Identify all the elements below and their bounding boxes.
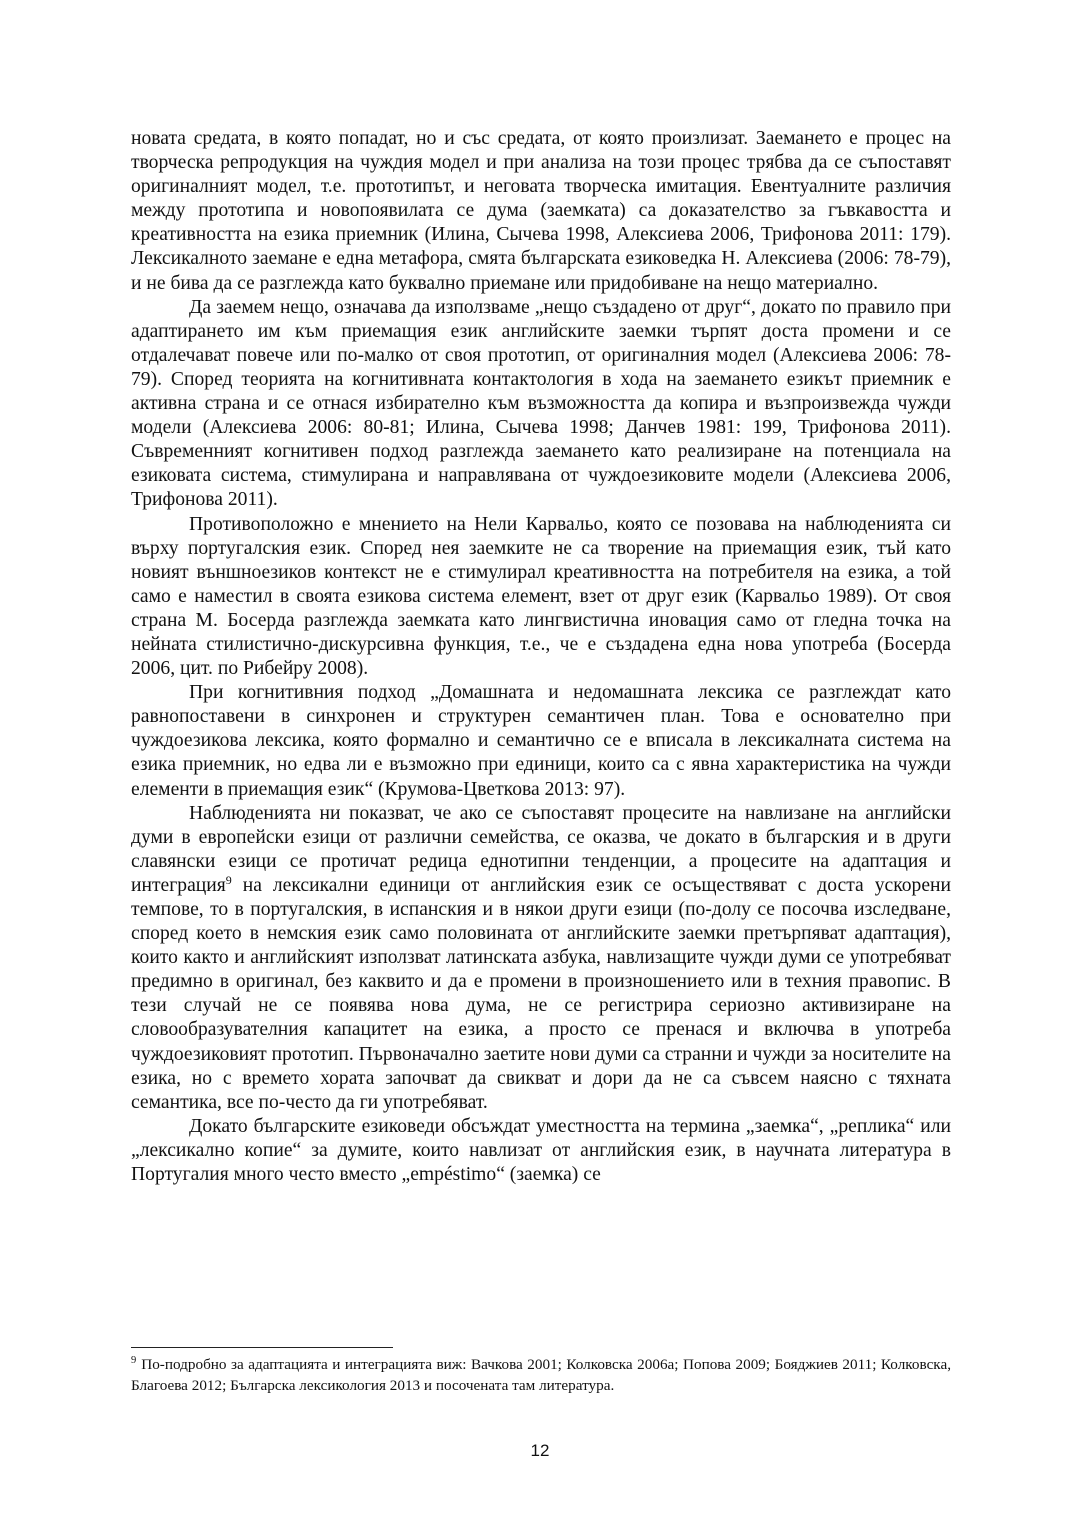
paragraph-5	[131, 802, 951, 1115]
paragraph-6: Докато българските езиковеди обсъждат уместността на термина „заемка“, „реплика“ или „лексикално копие“ за думите, които навлизат от английския език, в научната литература в Португалия много често вместо „empéstimo“ (заемка) се	[131, 1115, 951, 1186]
page-number: 12	[530, 1441, 550, 1460]
paragraph-4: При когнитивния подход „Домашната и недомашната лексика се разглеждат като равнопоставени в синхронен и структурен семантичен план. Това е основателно при чуждоезикова лексика, която формално и семантично се е вписала в лексикалната система на езика приемник, но едва ли е възможно при единици, които са с явна характеристика на чужди елементи в приемащия език“ (Крумова-Цветкова 2013: 97).	[131, 682, 951, 800]
footnote	[131, 1354, 951, 1396]
footnote-mark: 9	[131, 1355, 137, 1366]
footnote-reference[interactable]: 9	[225, 872, 232, 887]
paragraph-5-text-after: на лексикални единици от английския език се осъществяват с доста ускорени темпове, то в португалския, в испанския и в някои други езици (по-долу се посочва изследване, според което в немския език само половината от английските заемки претърпяват адаптация), които както и английският използват латинската азбука, навлизащите чужди думи се употребяват предимно в оригинал, без каквито и да е промени в произношението или в техния правопис. В тези случай не се появява нова дума, не се регистрира сериозно активизиране на словообразувателния капацитет на езика, а просто се пренася и включва в употреба чуждоезиковият прототип. Първоначално заетите нови думи са странни и чужди за носителите на езика, но с времето хората започват да свикват и дори да не са съвсем наясно с тяхната семантика, все по-често да ги употребяват.	[131, 874, 951, 1113]
paragraph-5-text-before: Наблюденията ни показват, че ако се съпоставят процесите на навлизане на английски думи в европейски езици от различни семейства, се оказва, че докато в българския и в други славянски езици се протичат редица еднотипни тенденции, а процесите на адаптация и интеграция	[131, 802, 951, 896]
paragraph-2: Да заемем нещо, означава да използваме „нещо създадено от друг“, докато по правило при адаптирането им към приемащия език английските заемки търпят доста промени и се отдалечават повече или по-малко от своя прототип, от оригиналния модел (Алексиева 2006: 78-79). Според теорията на когнитивната контактология в хода на заемането езикът приемник е активна страна и се отнася избирателно към възможността да копира и възпроизвежда чужди модели (Алексиева 2006: 80-81; Илина, Сычева 1998; Данчев 1981: 199, Трифонова 2011). Съвременният когнитивен подход разглежда заемането като реализиране на потенциала на езиковата система, стимулирана и направлявана от чуждоезиковите модели (Алексиева 2006, Трифонова 2011).	[131, 296, 951, 511]
footnote-text: По-подробно за адаптацията и интеграцията виж: Вачкова 2001; Колковска 2006а; Попова 2009; Бояджиев 2011; Колковска, Благоева 2012; Българска лексикология 2013 и посочената там литература.	[131, 1356, 951, 1394]
body-text	[131, 127, 951, 1187]
paragraph-3: Противоположно е мнението на Нели Карвальо, която се позовава на наблюденията си върху португалския език. Според нея заемките не са творение на приемащия език, тъй като новият външноезиков контекст не е стимулирал креативността на потребителя на езика, а той само е наместил в своята езикова система елемент, взет от друг език (Карвальо 1989). От своя страна М. Босерда разглежда заемката като лингвистична иновация само от гледна точка на нейната стилистично-дискурсивна функция, т.е., че е създадена една нова употреба (Босерда 2006, цит. по Рибейру 2008).	[131, 513, 951, 680]
paragraph-1: новата средата, в която попадат, но и със средата, от която произлизат. Заемането е процес на творческа репродукция на чуждия модел и при анализа на този процес трябва да се съпоставят оригиналният модел, т.е. прототипът, и неговата творческа имитация. Евентуалните различия между прототипа и новопоявилата се дума (заемката) са доказателство за гъвкавостта и креативността на езика приемник (Илина, Сычева 1998, Алексиева 2006, Трифонова 2011: 179). Лексикалното заемане е една метафора, смята българската езиковедка Н. Алексиева (2006: 78-79), и не бива да се разглежда като буквално приемане или придобиване на нещо материално.	[131, 128, 951, 294]
footnote-separator	[131, 1347, 393, 1348]
